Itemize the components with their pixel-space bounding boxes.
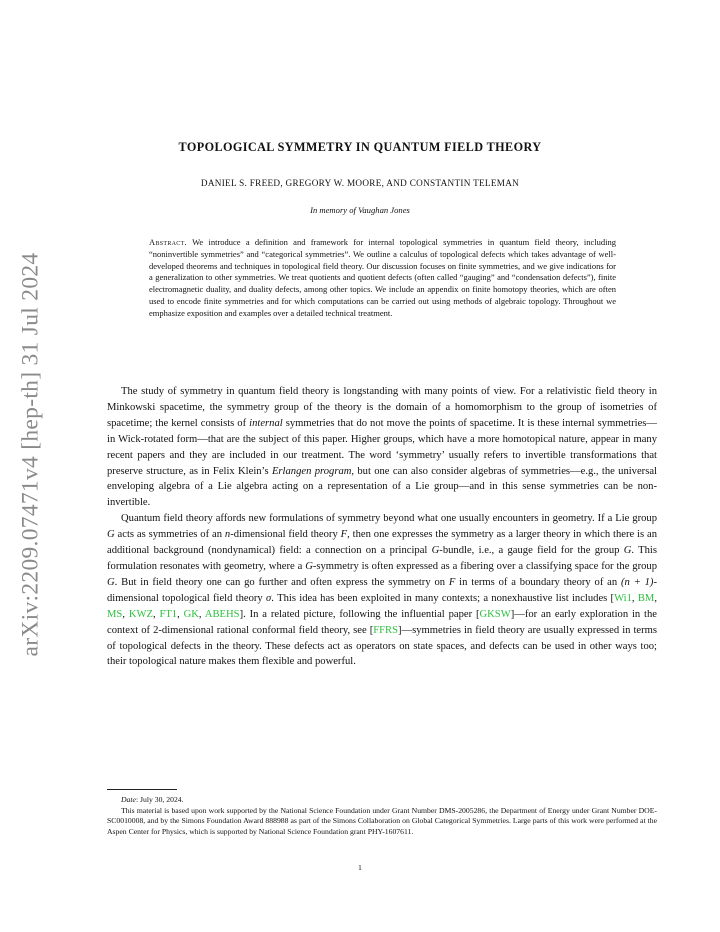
citation-link[interactable]: Wi1: [614, 592, 632, 604]
citation-link[interactable]: BM: [637, 592, 655, 604]
text-span: ]. In a related picture, following the influential paper [: [239, 608, 480, 620]
text-span: -bundle, i.e., a gauge field for the group: [439, 545, 624, 557]
paragraph-2: Quantum field theory affords new formulations of symmetry beyond what one usually encounters in geometry. If a Lie group G acts as symmetries of an n-dimensional field theory F, then one expresses the symmetry as a larger theory in which there is an additional background (nondynamical) field: a connection on a principal G-bundle, i.e., a gauge field for the group G. This formulation resonates with geometry, where a G-symmetry is often expressed as a fibering over a classifying space for the group G. But in field theory one can go further and often express the symmetry on F in terms of a boundary theory of an (n + 1)-dimensional topological field theory σ. This idea has been exploited in many contexts; a nonexhaustive list includes [Wi1, BM, MS, KWZ, FT1, GK, ABEHS]. In a related picture, following the influential paper [GKSW]—for an early exploration in the context of 2-dimensional rational conformal field theory, see [FFRS]—symmetries in field theory are usually expressed in terms of topological defects in the theory. These defects act as operators on state spaces, and defects can be used in other ways too; their topological nature makes them flexible and powerful.: [107, 513, 658, 668]
emphasis-internal: internal: [249, 417, 283, 429]
citation-link[interactable]: FT1: [159, 608, 178, 620]
math-symbol: n: [224, 529, 231, 541]
footnotes: [107, 795, 657, 837]
footnote-date: [107, 795, 657, 806]
emphasis-erlangen: Erlangen program: [271, 465, 352, 477]
text-span: . But in field theory one can go further and often express the symmetry on: [114, 576, 449, 588]
footnote-funding: This material is based upon work supported by the National Science Foundation under Grant Number DMS-2005286, the Department of Energy under Grant Number DOE-SC0010008, and by the Simons Foundation Award 888988 as part of the Simons Collaboration on Global Categorical Symmetries. Large parts of this work were performed at the Aspen Center for Physics, which is supported by National Science Foundation grant PHY-1607611.: [107, 805, 657, 836]
citation-link[interactable]: ABEHS: [204, 608, 240, 620]
math-symbol: F: [340, 529, 348, 541]
math-symbol: (n + 1): [621, 576, 654, 588]
text-span: ]—for an early exploration in the context of 2-dimensional rational conformal field theory, see [: [107, 608, 658, 636]
text-span: . This idea has been exploited in many contexts; a nonexhaustive list includes [: [271, 592, 615, 604]
date-label: Date: [121, 795, 136, 804]
text-span: ]—symmetries in field theory are usually expressed in terms of topological defects in the theory. These defects act as operators on state spaces, and defects can be used in other ways too; their topological nature makes them flexible and powerful.: [107, 624, 658, 668]
text-span: , but one can also consider algebras of symmetries—e.g., the universal enveloping algebra of a Lie algebra acting on a representation of a Lie group—and in this sense symmetries can be non-invertible.: [107, 465, 657, 509]
citation-link[interactable]: FFRS: [373, 624, 398, 636]
text-span: -symmetry is often expressed as a fibering over a classifying space for the group: [312, 560, 658, 572]
math-symbol: G: [305, 560, 313, 572]
abstract-label: Abstract.: [149, 237, 187, 247]
text-span: acts as symmetries of an: [114, 529, 225, 541]
dedication: In memory of Vaughan Jones: [310, 205, 410, 215]
main-body: [107, 384, 657, 670]
citation-link[interactable]: MS: [107, 608, 123, 620]
math-symbol: G: [431, 545, 440, 557]
text-span: in terms of a boundary theory of an: [455, 576, 621, 588]
text-span: -dimensional topological field theory: [107, 576, 657, 604]
arxiv-identifier: arXiv:2209.07471v4 [hep-th] 31 Jul 2024: [17, 252, 44, 656]
math-symbol: G: [623, 545, 632, 557]
math-symbol: σ: [266, 592, 272, 604]
citation-link[interactable]: GKSW: [479, 608, 511, 620]
abstract-text: We introduce a definition and framework for internal topological symmetries in quantum field theory, including “noninvertible symmetries” and “categorical symmetries”. We outline a calculus of topological defects which takes advantage of well-developed theorems and techniques in topological field theory. Our discussion focuses on finite symmetries, and we give indications for a generalization to other symmetries. We treat quotients and quotient defects (often called “gauging” and “condensation defects”), finite electromagnetic duality, and duality defects, among other topics. We include an appendix on finite homotopy theories, which are often used to encode finite symmetries and for which computations can be carried out using methods of algebraic topology. Throughout we emphasize exposition and examples over a detailed technical treatment.: [149, 237, 616, 318]
arxiv-stamp: [8, 244, 54, 664]
text-span: Quantum field theory affords new formulations of symmetry beyond what one usually encounters in geometry. If a Lie group: [121, 513, 657, 525]
math-symbol: F: [448, 576, 456, 588]
text-span: symmetries that do not move the points of spacetime. It is these internal symmetries—in Wick-rotated form—that are the subject of this paper. Higher groups, which have a more homotopical nature, appear in many recent papers and they are included in our treatment. The word ‘symmetry’ usually refers to invertible transformations that preserve structure, as in Felix Klein’s: [107, 417, 657, 477]
text-span: , then one expresses the symmetry as a larger theory in which there is an additional background (nondynamical) field: a connection on a principal: [107, 529, 658, 557]
citation-link[interactable]: KWZ: [128, 608, 153, 620]
abstract: [149, 237, 616, 320]
page-number: 1: [358, 863, 362, 872]
text-span: -dimensional field theory: [230, 529, 341, 541]
math-symbol: G: [107, 529, 115, 541]
citation-link[interactable]: GK: [183, 608, 199, 620]
paper-authors: DANIEL S. FREED, GREGORY W. MOORE, AND CONSTANTIN TELEMAN: [200, 178, 520, 188]
math-symbol: G: [107, 576, 115, 588]
text-span: The study of symmetry in quantum field theory is longstanding with many points of view. For a relativistic field theory in Minkowski spacetime, the symmetry group of the theory is the domain of a homomorphism to the group of isometries of spacetime; the kernel consists of: [107, 386, 657, 429]
date-value: : July 30, 2024.: [135, 795, 184, 804]
text-span: . This formulation resonates with geometry, where a: [107, 545, 657, 572]
paragraph-1: [107, 384, 657, 511]
paper-title: TOPOLOGICAL SYMMETRY IN QUANTUM FIELD THEORY: [178, 140, 542, 154]
footnote-rule: [107, 789, 177, 790]
